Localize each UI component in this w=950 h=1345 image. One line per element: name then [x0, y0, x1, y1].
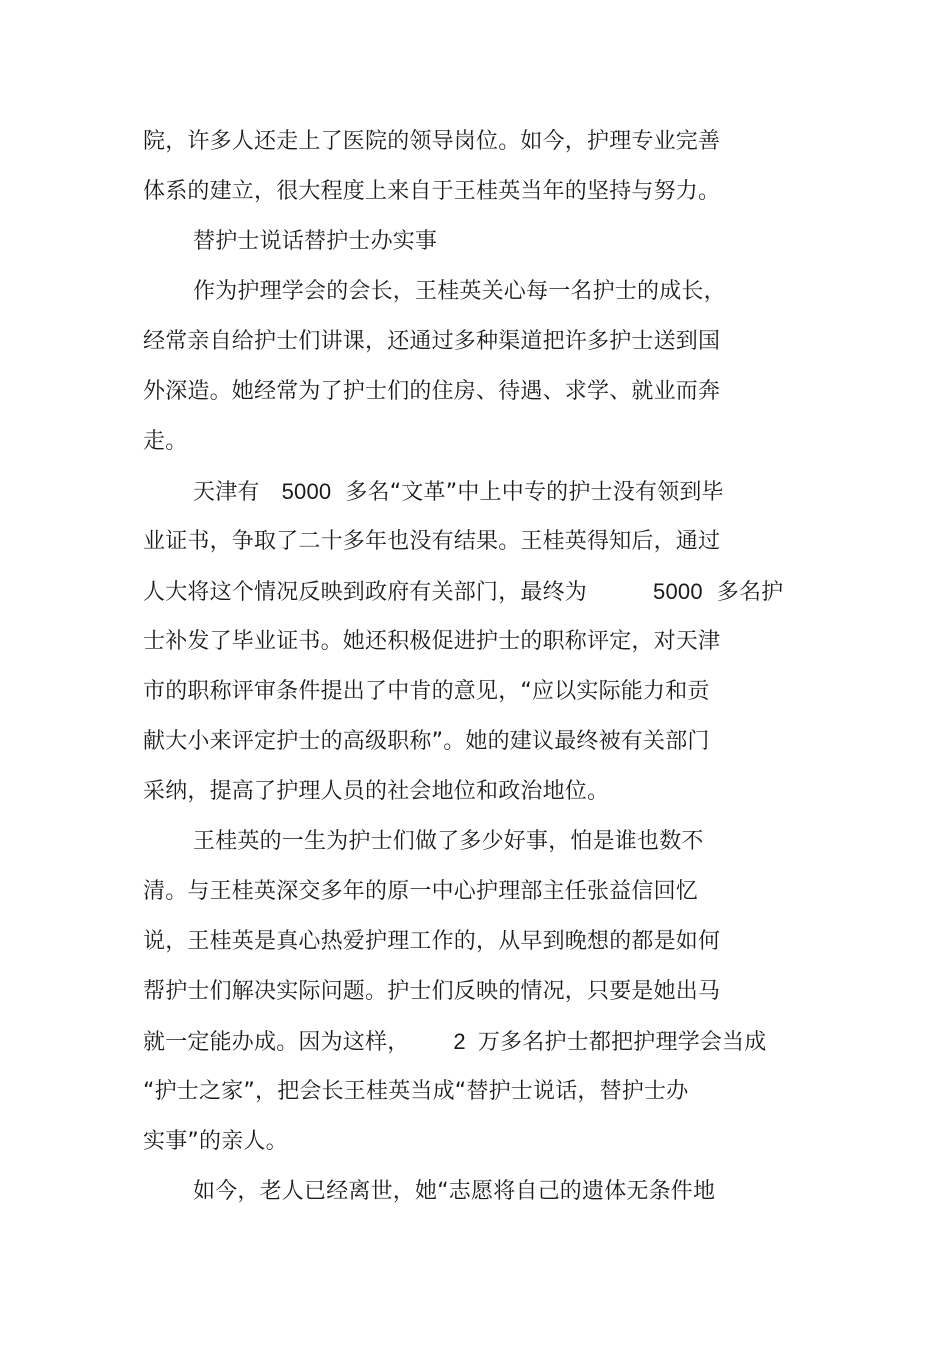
text-segment: 万多名护士都把护理学会当成 [477, 1030, 767, 1055]
text-line: 体系的建立，很大程度上来自于王桂英当年的坚持与努力。 [143, 179, 721, 204]
text-line: “护士之家”，把会长王桂英当成“替护士说话，替护士办 [143, 1079, 689, 1104]
text-segment: 多名护 [716, 580, 784, 605]
text-line [143, 577, 783, 607]
text-line: 作为护理学会的会长，王桂英关心每一名护士的成长， [193, 279, 726, 304]
text-line: 清。与王桂英深交多年的原一中心护理部主任张益信回忆 [143, 879, 699, 904]
section-heading: 替护士说话替护士办实事 [193, 229, 438, 254]
text-line: 说，王桂英是真心热爱护理工作的，从早到晚想的都是如何 [143, 929, 721, 954]
number-value: 5000 [653, 579, 703, 604]
text-line [143, 1027, 766, 1057]
text-line: 院，许多人还走上了医院的领导岗位。如今，护理专业完善 [143, 129, 721, 154]
number-value: 2 [453, 1029, 466, 1054]
text-line: 采纳，提高了护理人员的社会地位和政治地位。 [143, 779, 610, 804]
text-line [193, 477, 724, 507]
text-segment: 多名“文革”中上中专的护士没有领到毕 [345, 480, 724, 505]
text-line: 献大小来评定护士的高级职称”。她的建议最终被有关部门 [143, 729, 710, 754]
text-line: 市的职称评审条件提出了中肯的意见，“应以实际能力和贡 [143, 679, 710, 704]
number-value: 5000 [281, 479, 332, 504]
text-line: 士补发了毕业证书。她还积极促进护士的职称评定，对天津 [143, 629, 721, 654]
text-line: 实事”的亲人。 [143, 1129, 288, 1154]
text-line: 经常亲自给护士们讲课，还通过多种渠道把许多护士送到国 [143, 329, 721, 354]
text-segment: 就一定能办成。因为这样， [143, 1030, 410, 1055]
text-line: 帮护士们解决实际问题。护士们反映的情况，只要是她出马 [143, 979, 721, 1004]
text-line: 外深造。她经常为了护士们的住房、待遇、求学、就业而奔 [143, 379, 721, 404]
text-segment: 天津有 [193, 480, 260, 505]
text-line: 王桂英的一生为护士们做了多少好事，怕是谁也数不 [193, 829, 704, 854]
text-segment: 人大将这个情况反映到政府有关部门，最终为 [143, 580, 588, 605]
text-line: 走。 [143, 429, 188, 454]
text-line: 业证书，争取了二十多年也没有结果。王桂英得知后，通过 [143, 529, 721, 554]
text-line: 如今，老人已经离世，她“志愿将自己的遗体无条件地 [193, 1179, 716, 1204]
